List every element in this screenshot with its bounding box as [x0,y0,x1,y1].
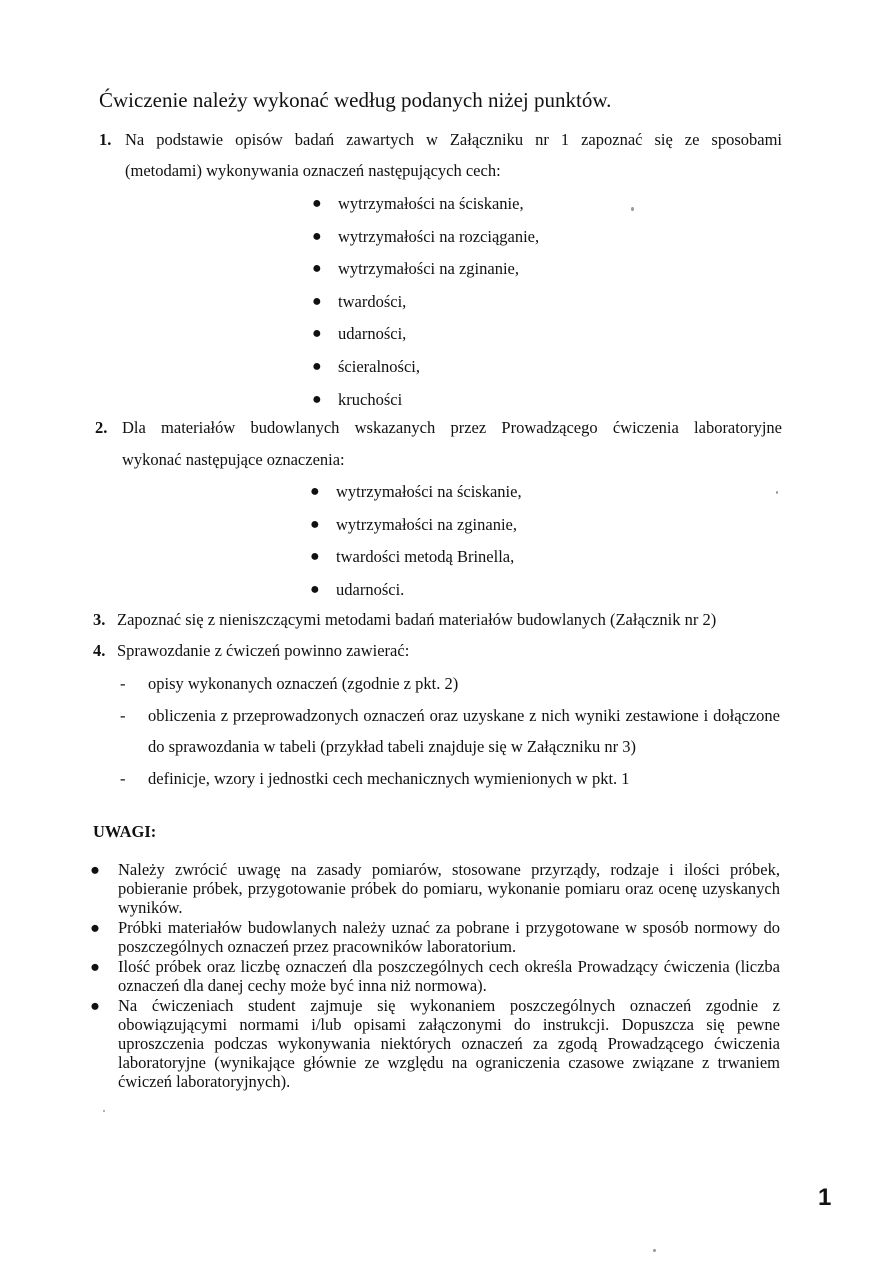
list-item: ● wytrzymałości na ściskanie, [308,476,522,509]
list-item: ● twardości metodą Brinella, [308,541,522,574]
bullet-icon: ● [312,390,322,408]
bullet-icon: ● [90,918,100,937]
list-item: ● udarności, [310,318,539,351]
section-2-list [308,476,522,606]
section-1-list [310,188,539,416]
note-item: ● Próbki materiałów budowlanych należy uznać za pobrane i przygotowane w sposób normowy do poszczególnych oznaczeń przez pracowników laboratorium. [90,918,780,956]
bullet-icon: ● [310,515,320,533]
list-item: ● wytrzymałości na rozciąganie, [310,221,539,254]
bullet-icon: ● [310,580,320,598]
section-2-line-1: Dla materiałów budowlanych wskazanych przez Prowadzącego ćwiczenia laboratoryjne [122,418,782,437]
note-item: ● Na ćwiczeniach student zajmuje się wykonaniem poszczególnych oznaczeń zgodnie z obowiązującymi normami i/lub opisami załączonymi do instrukcji. Dopuszcza się pewne uproszczenia podczas wykonywania niektórych oznaczeń za zgodą Prowadzącego ćwiczenia laboratoryjne (wynikające głównie ze względu na ograniczenia czasowe związane z trwaniem ćwiczeń laboratoryjnych). [90,996,780,1091]
list-item: - obliczenia z przeprowadzonych oznaczeń oraz uzyskane z nich wyniki zestawione i dołączone do sprawozdania w tabeli (przykład tabeli znajduje się w Załączniku nr 3) [120,700,780,763]
scan-speck [103,1110,105,1112]
list-item: ● wytrzymałości na ściskanie, [310,188,539,221]
bullet-icon: ● [310,483,320,500]
section-4-number: 4. [93,641,106,660]
list-item: ● kruchości [310,384,539,417]
page-title: Ćwiczenie należy wykonać według podanych niżej punktów. [99,88,612,112]
bullet-icon: ● [312,227,322,245]
list-item: - definicje, wzory i jednostki cech mechanicznych wymienionych w pkt. 1 [120,763,780,795]
bullet-icon: ● [90,996,100,1015]
note-item: ● Ilość próbek oraz liczbę oznaczeń dla poszczególnych cech określa Prowadzący ćwiczenia (liczba oznaczeń dla danej cechy może być inna niż normowa). [90,957,780,995]
page-number: 1 [818,1184,832,1211]
bullet-icon: ● [312,195,322,212]
bullet-icon: ● [312,357,322,375]
list-item: ● twardości, [310,286,539,319]
scan-speck [776,491,778,494]
bullet-icon: ● [312,325,322,343]
bullet-icon: ● [312,260,322,278]
bullet-icon: ● [312,292,322,310]
bullet-icon: ● [90,957,100,976]
dash-icon: - [120,768,126,788]
note-item: ● Należy zwrócić uwagę na zasady pomiarów, stosowane przyrządy, rodzaje i ilości próbek, pobieranie próbek, przygotowanie próbek do pomiaru, wykonanie pomiaru oraz ocenę uzyskanych wyników. [90,860,780,917]
list-item: ● udarności. [308,574,522,607]
list-item: ● ścieralności, [310,351,539,384]
dash-icon: - [120,674,126,693]
section-4-list [120,668,780,794]
bullet-icon: ● [310,548,320,566]
section-2-line-2: wykonać następujące oznaczenia: [122,450,345,469]
section-1-line-1: Na podstawie opisów badań zawartych w Załączniku nr 1 zapoznać się ze sposobami [125,130,782,149]
list-item: ● wytrzymałości na zginanie, [308,509,522,542]
dash-icon: - [120,705,126,725]
notes-heading: UWAGI: [93,822,157,841]
section-3-text: Zapoznać się z nieniszczącymi metodami badań materiałów budowlanych (Załącznik nr 2) [117,610,717,629]
scan-speck [653,1249,656,1252]
list-item: ● wytrzymałości na zginanie, [310,253,539,286]
section-3-number: 3. [93,610,106,629]
section-2-number: 2. [95,418,108,437]
notes-list [90,860,780,1092]
scan-speck [631,207,634,211]
section-1-line-2: (metodami) wykonywania oznaczeń następujących cech: [125,161,501,180]
bullet-icon: ● [90,860,100,879]
section-4-text: Sprawozdanie z ćwiczeń powinno zawierać: [117,641,410,660]
list-item: - opisy wykonanych oznaczeń (zgodnie z pkt. 2) [120,668,780,700]
section-1-number: 1. [99,130,112,149]
